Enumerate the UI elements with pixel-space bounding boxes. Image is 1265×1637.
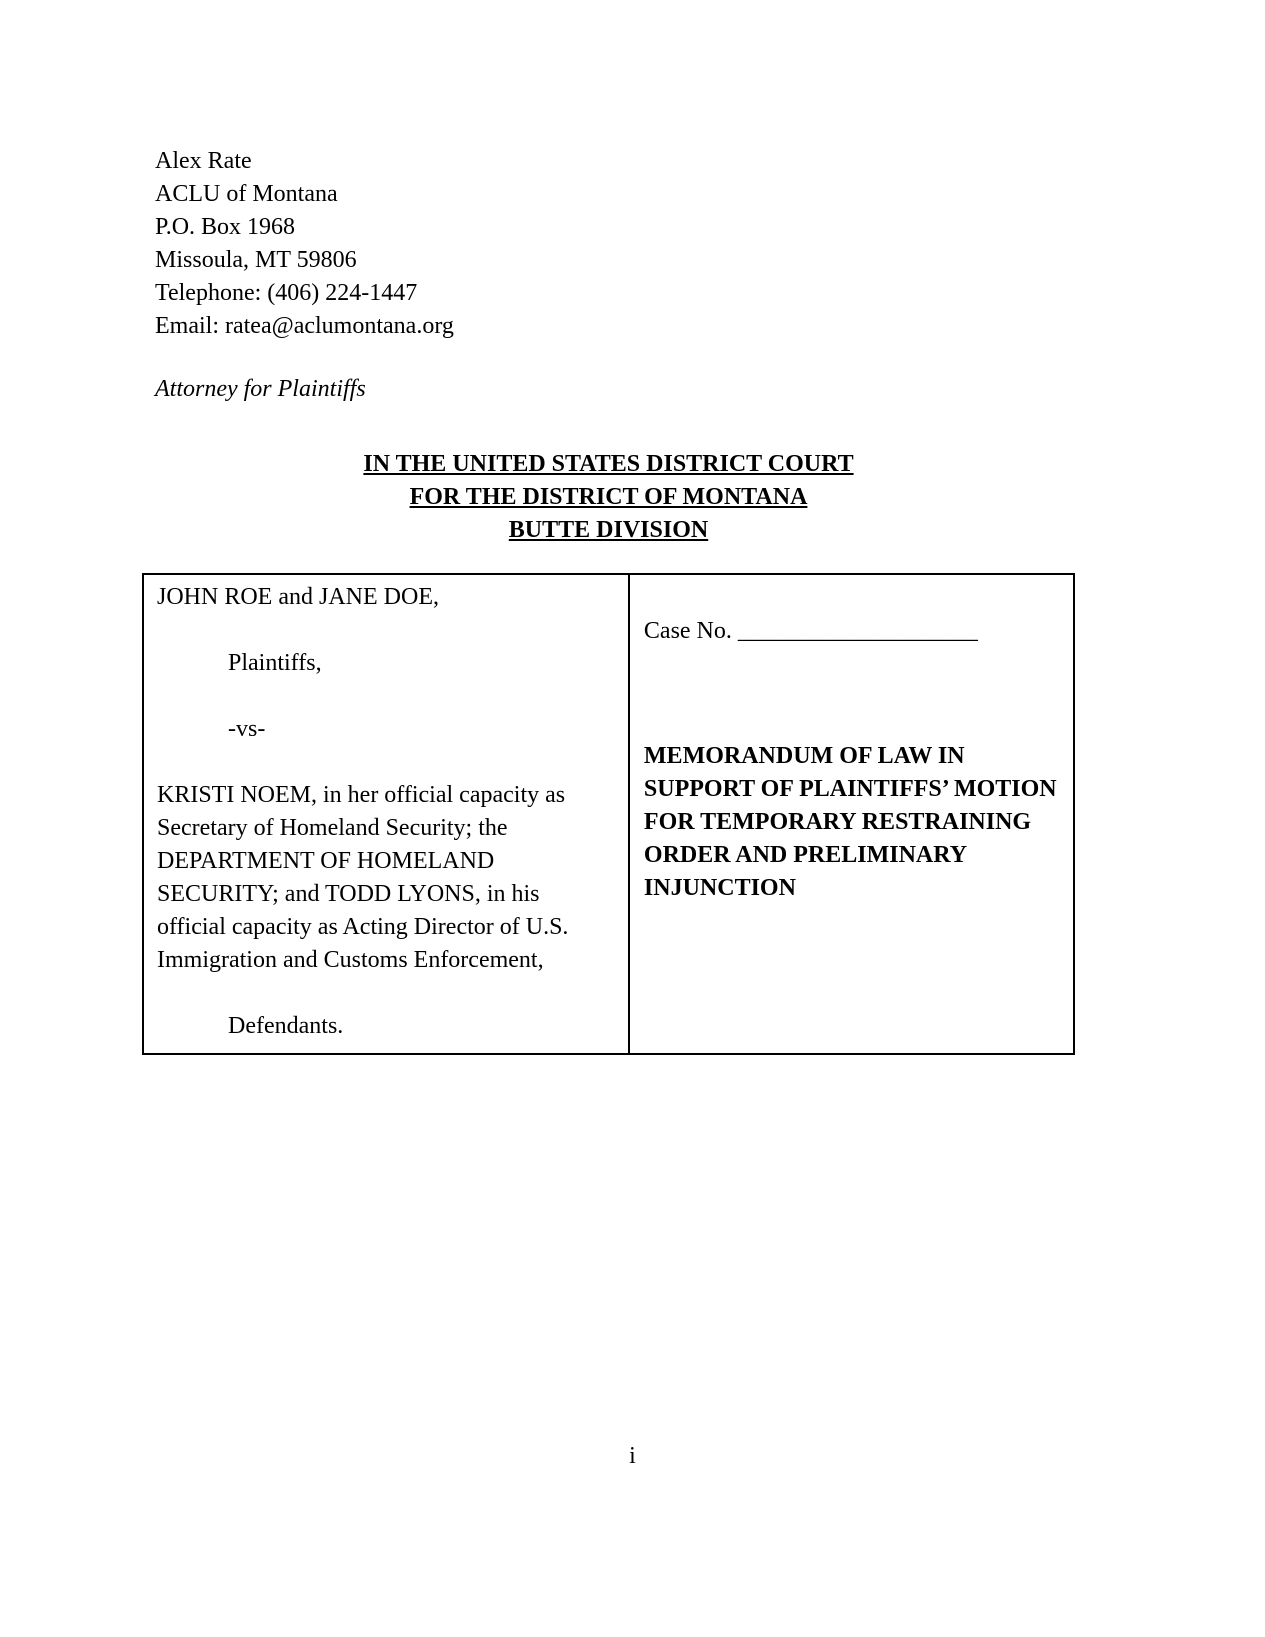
page-number: i — [629, 1443, 636, 1469]
attorney-role-line: Attorney for Plaintiffs — [155, 376, 366, 402]
versus-label: -vs- — [228, 716, 266, 742]
court-heading-line-2: FOR THE DISTRICT OF MONTANA — [409, 484, 808, 510]
case-caption-table — [142, 573, 1075, 1055]
attorney-telephone: Telephone: (406) 224-1447 — [155, 280, 418, 306]
plaintiffs-names: JOHN ROE and JANE DOE, — [157, 584, 439, 610]
case-number-label: Case No. — [643, 618, 732, 644]
court-heading-line-1: IN THE UNITED STATES DISTRICT COURT — [363, 451, 854, 477]
defendants-label: Defendants. — [228, 1013, 344, 1039]
attorney-po-box: P.O. Box 1968 — [155, 214, 296, 240]
court-heading-line-3: BUTTE DIVISION — [508, 517, 709, 543]
attorney-contact-block — [155, 145, 1075, 343]
court-heading — [142, 448, 1075, 547]
case-number-line — [644, 615, 1057, 648]
defendants-names: KRISTI NOEM, in her official capacity as Secretary of Homeland Security; the DEPARTMENT OF HOMELAND SECURITY; and TODD LYONS, in his official capacity as Acting Director of U.S. Immigration and Customs Enforcement, — [157, 782, 569, 973]
attorney-name: Alex Rate — [155, 148, 252, 174]
case-number-blank: ____________________ — [737, 618, 978, 644]
caption-parties-cell — [144, 575, 630, 1053]
attorney-city-state-zip: Missoula, MT 59806 — [155, 247, 357, 273]
attorney-organization: ACLU of Montana — [155, 181, 338, 207]
plaintiffs-label: Plaintiffs, — [228, 650, 322, 676]
memorandum-title: MEMORANDUM OF LAW IN SUPPORT OF PLAINTIFFS’ MOTION FOR TEMPORARY RESTRAINING ORDER AND PRELIMINARY INJUNCTION — [643, 743, 1057, 901]
attorney-email: Email: ratea@aclumontana.org — [155, 313, 454, 339]
caption-title-cell — [630, 575, 1073, 1053]
